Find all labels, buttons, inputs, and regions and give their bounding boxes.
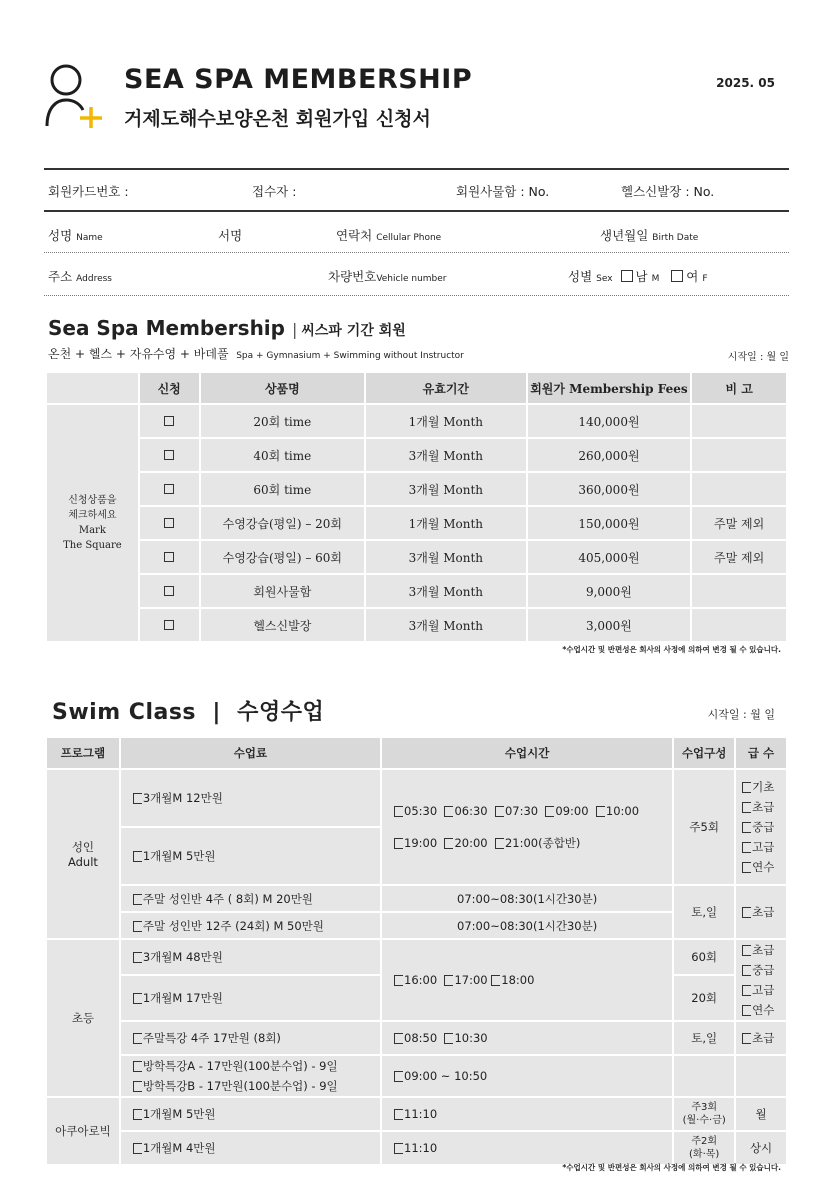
time-option[interactable]: 08:50 <box>394 1031 437 1045</box>
product-name: 수영강습(평일) – 60회 <box>200 540 365 574</box>
female-checkbox[interactable] <box>671 270 683 282</box>
swim-footnote: *수업시간 및 반편성은 회사의 사정에 의하여 변경 될 수 있습니다. <box>562 1163 781 1172</box>
product-note <box>691 472 787 506</box>
product-fee: 3,000원 <box>527 608 692 642</box>
time-option[interactable]: 21:00(종합반) <box>495 836 580 850</box>
product-note <box>691 608 787 642</box>
time-option[interactable]: 09:00 <box>545 804 588 818</box>
product-note: 주말 제외 <box>691 540 787 574</box>
fee-option[interactable]: 주말 성인반 12주 (24회) M 50만원 <box>120 912 381 939</box>
product-period: 3개월 Month <box>365 574 527 608</box>
form-header <box>44 62 789 132</box>
product-period: 3개월 Month <box>365 472 527 506</box>
level-option[interactable]: 기초 <box>736 777 786 797</box>
level-option[interactable]: 연수 <box>736 1000 786 1020</box>
composition: 주5회 <box>673 769 735 885</box>
divider <box>44 295 789 296</box>
table-row <box>46 540 787 574</box>
class-time: 07:00~08:30(1시간30분) <box>381 885 673 912</box>
table-header-row <box>46 737 787 769</box>
fee-option[interactable]: 방학특강A - 17만원(100분수업) - 9일 <box>133 1058 380 1074</box>
product-note <box>691 574 787 608</box>
level-options <box>735 1021 787 1055</box>
person-add-icon <box>44 62 104 128</box>
divider <box>44 168 789 170</box>
product-note: 주말 제외 <box>691 506 787 540</box>
table-row <box>46 1097 787 1131</box>
locker-field[interactable]: 회원사물함 : No. <box>456 184 550 199</box>
program-aquarobic: 아쿠아로빅 <box>46 1097 120 1165</box>
fee-option[interactable]: 방학특강B - 17만원(100분수업) - 9일 <box>133 1078 380 1094</box>
product-name: 20회 time <box>200 404 365 438</box>
composition: 20회 <box>673 975 735 1021</box>
row-checkbox[interactable] <box>139 472 200 506</box>
product-fee: 260,000원 <box>527 438 692 472</box>
swim-table <box>45 736 788 1166</box>
product-fee: 9,000원 <box>527 574 692 608</box>
composition: 토,일 <box>673 885 735 939</box>
level-option[interactable]: 중급 <box>736 960 786 980</box>
time-option[interactable]: 16:00 <box>394 973 437 987</box>
level-options <box>735 939 787 1021</box>
product-period: 3개월 Month <box>365 608 527 642</box>
header-program: 프로그램 <box>46 737 120 769</box>
table-row <box>46 1021 787 1055</box>
male-checkbox[interactable] <box>621 270 633 282</box>
product-period: 1개월 Month <box>365 506 527 540</box>
phone-field[interactable]: 연락처 Cellular Phone <box>336 228 442 243</box>
table-header-row <box>46 372 787 404</box>
header-composition: 수업구성 <box>673 737 735 769</box>
class-time: 07:00~08:30(1시간30분) <box>381 912 673 939</box>
time-option[interactable]: 11:10 <box>381 1097 673 1131</box>
table-row <box>46 939 787 975</box>
row-checkbox[interactable] <box>139 506 200 540</box>
composition: 주2회 (화·목) <box>673 1131 735 1165</box>
signature-field[interactable]: 서명 <box>218 228 243 243</box>
table-row <box>46 608 787 642</box>
title-korean: 거제도해수보양온천 회원가입 신청서 <box>124 108 431 130</box>
product-name: 수영강습(평일) – 20회 <box>200 506 365 540</box>
level-option[interactable]: 중급 <box>736 817 786 837</box>
header-apply: 신청 <box>139 372 200 404</box>
table-row <box>46 574 787 608</box>
birth-date-field[interactable]: 생년월일 Birth Date <box>600 228 699 243</box>
level-option[interactable]: 초급 <box>736 1028 786 1048</box>
product-note <box>691 404 787 438</box>
composition: 주3회 (월·수·금) <box>673 1097 735 1131</box>
program-adult: 성인 Adult <box>46 769 120 939</box>
time-options <box>381 769 673 885</box>
table-row <box>46 404 787 438</box>
time-option[interactable]: 09:00 ~ 10:50 <box>381 1055 673 1097</box>
product-note <box>691 438 787 472</box>
membership-table <box>45 371 788 643</box>
mark-instruction: 신청상품을 체크하세요 Mark The Square <box>46 404 139 642</box>
row-checkbox[interactable] <box>139 404 200 438</box>
time-option[interactable]: 10:30 <box>444 1031 487 1045</box>
title-english: SEA SPA MEMBERSHIP <box>124 64 473 95</box>
header-product: 상품명 <box>200 372 365 404</box>
fee-option[interactable]: 주말특강 4주 17만원 (8회) <box>120 1021 381 1055</box>
level-option[interactable]: 초급 <box>736 902 786 922</box>
table-row <box>46 769 787 827</box>
product-fee: 150,000원 <box>527 506 692 540</box>
fee-option[interactable]: 1개월M 17만원 <box>120 975 381 1021</box>
time-option[interactable]: 10:00 <box>596 804 639 818</box>
membership-footnote: *수업시간 및 반편성은 회사의 사정에 의하여 변경 될 수 있습니다. <box>562 645 781 654</box>
product-period: 3개월 Month <box>365 438 527 472</box>
header-fee: 회원가 Membership Fees <box>527 372 692 404</box>
level-option[interactable]: 고급 <box>736 980 786 1000</box>
vehicle-field[interactable]: 차량번호Vehicle number <box>328 269 447 284</box>
fee-option[interactable]: 1개월M 5만원 <box>120 1097 381 1131</box>
header-note: 비 고 <box>691 372 787 404</box>
table-row <box>46 885 787 912</box>
time-option[interactable]: 11:10 <box>381 1131 673 1165</box>
name-field[interactable]: 성명 Name <box>48 228 103 243</box>
header-level: 급 수 <box>735 737 787 769</box>
fee-option[interactable]: 1개월M 4만원 <box>120 1131 381 1165</box>
time-option[interactable]: 18:00 <box>491 973 534 987</box>
sex-field: 성별 Sex 남 M 여 F <box>568 269 708 284</box>
product-name: 헬스신발장 <box>200 608 365 642</box>
membership-start-date[interactable]: 시작일 : 월 일 <box>727 352 789 363</box>
receiver-field[interactable]: 접수자 : <box>252 184 297 199</box>
swim-start-date[interactable]: 시작일 : 월 일 <box>707 708 775 721</box>
composition: 토,일 <box>673 1021 735 1055</box>
level-option[interactable]: 연수 <box>736 857 786 877</box>
membership-subtitle: 온천 + 헬스 + 자유수영 + 바데풀 Spa + Gymnasium + Swimming without Instructor <box>48 347 464 361</box>
time-options <box>381 939 673 1021</box>
row-checkbox[interactable] <box>139 540 200 574</box>
fee-option[interactable]: 3개월M 48만원 <box>120 939 381 975</box>
form-date: 2025. 05 <box>716 76 775 90</box>
time-option[interactable]: 05:30 <box>394 804 437 818</box>
table-row <box>46 1131 787 1165</box>
table-row <box>46 1055 787 1097</box>
address-field[interactable]: 주소 Address <box>48 269 112 284</box>
product-period: 3개월 Month <box>365 540 527 574</box>
row-checkbox[interactable] <box>139 574 200 608</box>
card-number-field[interactable]: 회원카드번호 : <box>48 184 129 199</box>
membership-title: Sea Spa Membership | 씨스파 기간 회원 <box>48 316 406 340</box>
product-name: 60회 time <box>200 472 365 506</box>
table-row <box>46 472 787 506</box>
level-options <box>735 885 787 939</box>
divider <box>44 252 789 253</box>
fee-option[interactable]: 주말 성인반 4주 ( 8회) M 20만원 <box>120 885 381 912</box>
level: 월 <box>735 1097 787 1131</box>
time-option[interactable]: 06:30 <box>444 804 487 818</box>
product-fee: 405,000원 <box>527 540 692 574</box>
table-row <box>46 438 787 472</box>
composition: 60회 <box>673 939 735 975</box>
time-option[interactable]: 17:00 <box>444 973 487 987</box>
time-option[interactable]: 20:00 <box>444 836 487 850</box>
product-fee: 360,000원 <box>527 472 692 506</box>
product-period: 1개월 Month <box>365 404 527 438</box>
product-fee: 140,000원 <box>527 404 692 438</box>
header-fee: 수업료 <box>120 737 381 769</box>
table-row <box>46 506 787 540</box>
row-checkbox[interactable] <box>139 438 200 472</box>
shoe-locker-field[interactable]: 헬스신발장 : No. <box>621 184 715 199</box>
fee-option[interactable]: 3개월M 12만원 <box>120 769 381 827</box>
fee-options <box>120 1055 381 1097</box>
time-option[interactable]: 19:00 <box>394 836 437 850</box>
level-options <box>735 769 787 885</box>
fee-option[interactable]: 1개월M 5만원 <box>120 827 381 885</box>
swim-title: Swim Class | 수영수업 <box>52 700 325 725</box>
program-child: 초등 <box>46 939 120 1097</box>
time-option[interactable]: 07:30 <box>495 804 538 818</box>
product-name: 회원사물함 <box>200 574 365 608</box>
time-options <box>381 1021 673 1055</box>
divider <box>44 210 789 212</box>
row-checkbox[interactable] <box>139 608 200 642</box>
product-name: 40회 time <box>200 438 365 472</box>
level: 상시 <box>735 1131 787 1165</box>
level-option[interactable]: 고급 <box>736 837 786 857</box>
level-option[interactable]: 초급 <box>736 797 786 817</box>
level-option[interactable]: 초급 <box>736 940 786 960</box>
header-period: 유효기간 <box>365 372 527 404</box>
header-time: 수업시간 <box>381 737 673 769</box>
